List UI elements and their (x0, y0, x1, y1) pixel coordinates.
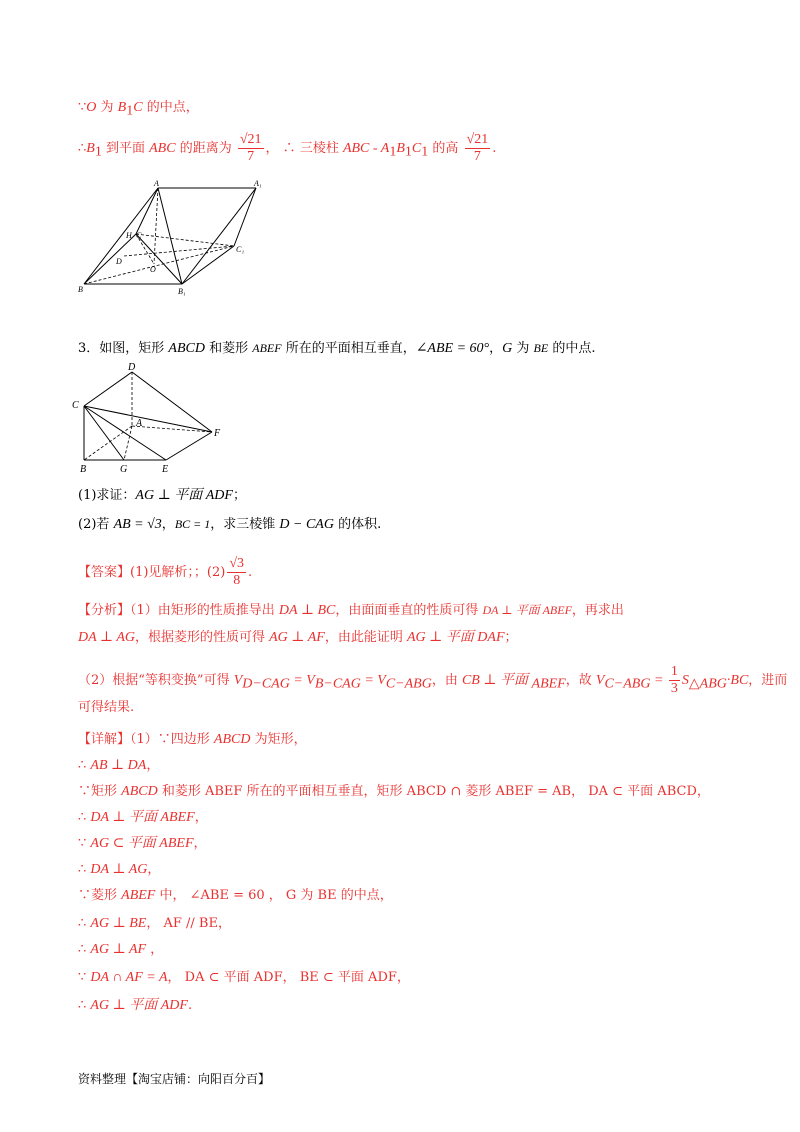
detail-pre: ∵菱形 (78, 888, 122, 903)
math-b: B (117, 100, 127, 115)
detail-expr: ABCD (121, 784, 158, 799)
an-c13: ，进而 (748, 673, 788, 688)
an-b6: ； (504, 630, 518, 645)
detail-post: 为矩形， (250, 732, 307, 747)
an-a1: 【分析】（1）由矩形的性质推导出 (78, 603, 279, 618)
label-h: H (126, 231, 132, 240)
label-a1: A₁ (254, 180, 262, 188)
q3-text-1: 3．如图，矩形 (78, 341, 169, 356)
math-o: O (86, 100, 97, 115)
an-c1: （2）根据“等积变换”可得 (78, 673, 234, 688)
fraction-sqrt21-7-b (465, 132, 491, 165)
an-b3: AG ⊥ AF (269, 630, 325, 645)
detail-line (78, 756, 159, 776)
label-a2: A (136, 418, 143, 429)
an-fd: 3 (670, 681, 678, 696)
line-distance (78, 132, 496, 165)
q3-abef: ABEF (252, 341, 282, 355)
p1-label: (1)求证： (78, 488, 136, 503)
sub-b1: 1 (94, 144, 102, 160)
an-c3: = V (289, 673, 315, 688)
an-c6: CB ⊥ 平面 (461, 673, 532, 688)
analysis-line-1 (78, 600, 624, 621)
detail-post: 中， ∠ABE = 60 ， G 为 BE 的中点， (155, 888, 393, 903)
q3-g: G (502, 341, 513, 356)
math-b2: B (396, 141, 405, 156)
sub-a1: 1 (389, 144, 397, 160)
an-b5: AG ⊥ 平面 DAF (406, 630, 505, 645)
detail-pre: ∴ (78, 916, 91, 931)
an-c11s: △ABG (688, 676, 727, 692)
question-3 (78, 338, 595, 359)
detail-pre: 【详解】（1）∵四边形 (78, 732, 214, 747)
part-1 (78, 486, 246, 506)
label-c2: C (72, 400, 79, 411)
detail-pre: ∴ (78, 758, 91, 773)
an-a3: ，再求出 (571, 603, 624, 618)
detail-line (78, 968, 410, 988)
answer-label: 【答案】 (78, 565, 131, 580)
q3-angle: ∠ABE = 60° (415, 341, 490, 356)
frac-num: √21 (239, 132, 262, 147)
p2-end: 的体积. (333, 517, 382, 532)
detail-line (78, 940, 163, 960)
an-b4: ，由此能证明 (324, 630, 407, 645)
detail-pre: ∴ (78, 862, 91, 877)
math-prism: ABC - A (342, 141, 390, 156)
text-dist: 的距离为 (175, 141, 236, 156)
detail-post: ， DA ⊂ 平面 ADF， BE ⊂ 平面 ADF， (167, 970, 410, 985)
detail-line (78, 886, 393, 906)
an-b2: ，根据菱形的性质可得 (134, 630, 270, 645)
q3-text-6: 的中点. (548, 341, 596, 356)
detail-pre: ∵矩形 (78, 784, 122, 799)
an-c5: ，由 (431, 673, 462, 688)
detail-line (78, 914, 231, 934)
an-d1: 可得结果. (78, 700, 135, 715)
analysis-line-3 (78, 664, 787, 697)
text-dao: 到平面 (101, 141, 150, 156)
detail-post: ， (194, 810, 208, 825)
text-mid: 的中点， (142, 100, 199, 115)
line-o-midpoint (78, 98, 199, 122)
an-c9s: C−ABG (604, 676, 651, 692)
label-g2: G (120, 464, 128, 475)
an-a2: ，由面面垂直的性质可得 (335, 603, 483, 618)
q3-text-5: 为 (512, 341, 534, 356)
sub-1: 1 (126, 103, 134, 119)
p2-bc: BC = 1 (174, 517, 211, 531)
an-fn: 1 (670, 664, 678, 679)
answer-den: 8 (233, 573, 241, 588)
p2-ab: AB = √3 (113, 517, 162, 532)
label-e2: E (162, 464, 169, 475)
detail-expr: AG ⊥ AF (90, 942, 147, 957)
p2-label: (2)若 (78, 517, 114, 532)
detail-pre: ∴ (78, 810, 91, 825)
an-c8: ，故 (565, 673, 596, 688)
detail-line (78, 782, 710, 802)
answer-line (78, 556, 252, 589)
detail-expr: ABEF (121, 888, 156, 903)
comma: ， (265, 141, 279, 156)
fraction-sqrt21-7 (238, 132, 264, 165)
q3-be: BE (533, 341, 549, 355)
detail-post: ， (193, 836, 207, 851)
label-a: A (154, 180, 159, 188)
prism-figure (74, 180, 274, 296)
detail-post: 和菱形 ABEF 所在的平面相互垂直，矩形 ABCD ∩ 菱形 ABEF = AB， DA ⊂ 平面 ABCD， (157, 784, 710, 799)
detail-pre: ∴ (78, 942, 91, 957)
p2-expr: D − CAG (279, 517, 334, 532)
detail-expr: AG ⊥ 平面 ADF (90, 998, 188, 1013)
an-e2: DA ⊥ 平面 ABEF (482, 603, 572, 617)
detail-line (78, 996, 192, 1016)
detail-pre: ∵ (78, 970, 91, 985)
text-height: 的高 (428, 141, 463, 156)
detail-expr: DA ⊥ 平面 ABEF (90, 810, 195, 825)
label-c: C (136, 231, 142, 240)
because-symbol: ∵ (78, 100, 87, 115)
an-c4: = V (360, 673, 386, 688)
therefore-symbol-2: ∴ (282, 141, 296, 156)
frac-den-2: 7 (473, 149, 481, 164)
p1-expr: AG ⊥ 平面 ADF (135, 488, 233, 503)
detail-expr: DA ∩ AF = A (90, 970, 168, 985)
an-e1: DA ⊥ BC (278, 603, 336, 618)
q3-abcd: ABCD (168, 341, 205, 356)
detail-pre: ∵ (78, 836, 91, 851)
label-d2: D (128, 362, 136, 373)
sub-b2: 1 (404, 144, 412, 160)
an-c4s: C−ABG (385, 676, 432, 692)
answer-num: √3 (229, 556, 245, 571)
detail-expr: AB ⊥ DA (90, 758, 147, 773)
detail-line (78, 860, 160, 880)
an-c9: V (595, 673, 605, 688)
frac-num-2: √21 (466, 132, 489, 147)
detail-line (78, 834, 207, 854)
period: . (492, 141, 497, 156)
detail-post: ， (146, 758, 160, 773)
an-b1: DA ⊥ AG (78, 630, 135, 645)
sub-c1: 1 (421, 144, 429, 160)
text-prism: 三棱柱 (295, 141, 343, 156)
answer-fraction (227, 556, 246, 589)
detail-line (78, 808, 208, 828)
an-c10: = (650, 673, 667, 688)
detail-expr: AG ⊂ 平面 ABEF (90, 836, 194, 851)
math-abc: ABC (149, 141, 176, 156)
label-c1: C₁ (236, 245, 245, 254)
part-2 (78, 514, 381, 535)
an-fraction (669, 664, 680, 697)
detail-expr: AG ⊥ BE (90, 916, 147, 931)
p2-comma: ， (161, 517, 175, 532)
detail-pre: ∴ (78, 998, 91, 1013)
label-b: B (78, 285, 83, 294)
an-c11: S (681, 673, 689, 688)
math-c: C (133, 100, 143, 115)
an-c12: ·BC (726, 673, 749, 688)
detail-expr: DA ⊥ AG (90, 862, 148, 877)
math-c2: C (411, 141, 422, 156)
answer-end: . (248, 565, 253, 580)
label-f2: F (214, 428, 221, 439)
answer-text: (1)见解析；；(2) (130, 565, 226, 580)
detail-post: ， (147, 862, 161, 877)
q3-text-2: 和菱形 (204, 341, 253, 356)
an-c2s: D−CAG (242, 676, 290, 692)
p1-end: ； (232, 488, 246, 503)
q3-text-3: 所在的平面相互垂直， (281, 341, 416, 356)
analysis-line-2 (78, 628, 518, 648)
an-c7: ABEF (531, 676, 566, 692)
rect-rhombus-figure (70, 362, 240, 476)
therefore-symbol: ∴ (78, 141, 87, 156)
frac-den: 7 (247, 149, 255, 164)
label-d: D (116, 257, 122, 266)
label-o: O (150, 265, 156, 274)
q3-text-4: ， (489, 341, 503, 356)
p2-text: ，求三棱锥 (210, 517, 280, 532)
math-b1: B (86, 141, 95, 156)
analysis-line-4 (78, 698, 134, 718)
text-wei: 为 (96, 100, 118, 115)
detail-post: ， (146, 942, 164, 957)
detail-expr: ABCD (213, 732, 251, 747)
label-b2: B (80, 464, 87, 475)
label-b1: B₁ (178, 287, 186, 296)
detail-post: . (187, 998, 193, 1013)
detail-line (78, 730, 307, 750)
an-c2: V (233, 673, 243, 688)
footer-source: 资料整理【淘宝店铺：向阳百分百】 (78, 1072, 271, 1086)
an-c3s: B−CAG (314, 676, 361, 692)
detail-post: ， AF // BE， (146, 916, 231, 931)
